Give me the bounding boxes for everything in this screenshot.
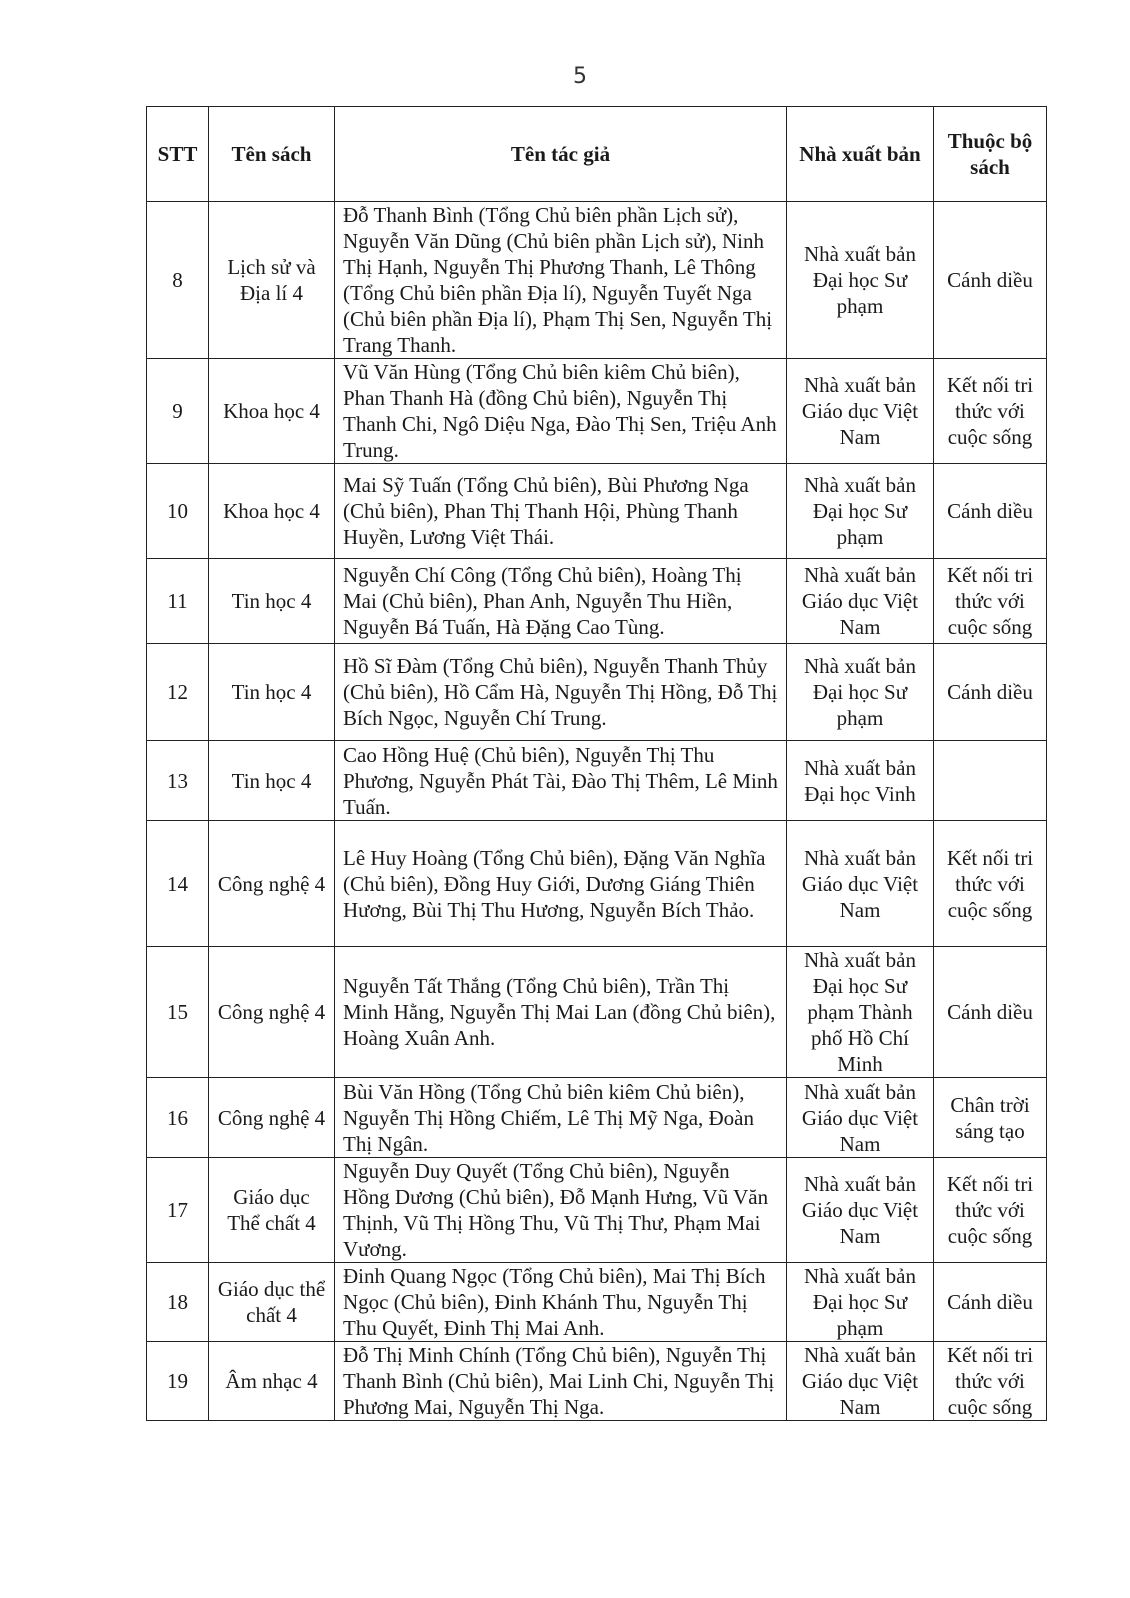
cell-authors: Bùi Văn Hồng (Tổng Chủ biên kiêm Chủ biên), Nguyễn Thị Hồng Chiếm, Lê Thị Mỹ Nga, Đoàn Thị Ngân.: [335, 1078, 787, 1158]
cell-publisher: Nhà xuất bản Giáo dục Việt Nam: [787, 821, 934, 947]
cell-title: Giáo dục Thể chất 4: [209, 1158, 335, 1263]
table-row: [147, 559, 1047, 644]
cell-title: Lịch sử và Địa lí 4: [209, 202, 335, 359]
cell-authors: Nguyễn Tất Thắng (Tổng Chủ biên), Trần Thị Minh Hằng, Nguyễn Thị Mai Lan (đồng Chủ biên), Hoàng Xuân Anh.: [335, 947, 787, 1078]
cell-publisher: Nhà xuất bản Đại học Sư phạm Thành phố Hồ Chí Minh: [787, 947, 934, 1078]
textbook-table: [146, 106, 1047, 1421]
table-row: [147, 947, 1047, 1078]
cell-publisher: Nhà xuất bản Đại học Sư phạm: [787, 202, 934, 359]
cell-authors: Cao Hồng Huệ (Chủ biên), Nguyễn Thị Thu Phương, Nguyễn Phát Tài, Đào Thị Thêm, Lê Minh Tuấn.: [335, 741, 787, 821]
cell-title: Giáo dục thể chất 4: [209, 1263, 335, 1342]
cell-publisher: Nhà xuất bản Giáo dục Việt Nam: [787, 559, 934, 644]
cell-publisher: Nhà xuất bản Đại học Sư phạm: [787, 464, 934, 559]
cell-stt: 19: [147, 1342, 209, 1421]
cell-stt: 14: [147, 821, 209, 947]
table-row: [147, 1342, 1047, 1421]
cell-publisher: Nhà xuất bản Đại học Sư phạm: [787, 1263, 934, 1342]
table-row: [147, 741, 1047, 821]
cell-stt: 8: [147, 202, 209, 359]
table-header-row: [147, 107, 1047, 202]
cell-series: Chân trời sáng tạo: [934, 1078, 1047, 1158]
header-stt: STT: [147, 107, 209, 202]
cell-stt: 15: [147, 947, 209, 1078]
page-number: 5: [573, 64, 587, 89]
cell-series: Kết nối tri thức với cuộc sống: [934, 1342, 1047, 1421]
cell-series: Cánh diều: [934, 644, 1047, 741]
cell-series: [934, 741, 1047, 821]
header-title: Tên sách: [209, 107, 335, 202]
cell-title: Công nghệ 4: [209, 947, 335, 1078]
cell-title: Tin học 4: [209, 644, 335, 741]
cell-title: Công nghệ 4: [209, 821, 335, 947]
cell-publisher: Nhà xuất bản Giáo dục Việt Nam: [787, 1342, 934, 1421]
cell-authors: Đỗ Thị Minh Chính (Tổng Chủ biên), Nguyễn Thị Thanh Bình (Chủ biên), Mai Linh Chi, Nguyễn Thị Phương Mai, Nguyễn Thị Nga.: [335, 1342, 787, 1421]
cell-authors: Mai Sỹ Tuấn (Tổng Chủ biên), Bùi Phương Nga (Chủ biên), Phan Thị Thanh Hội, Phùng Thanh Huyền, Lương Việt Thái.: [335, 464, 787, 559]
cell-stt: 11: [147, 559, 209, 644]
cell-authors: Nguyễn Chí Công (Tổng Chủ biên), Hoàng Thị Mai (Chủ biên), Phan Anh, Nguyễn Thu Hiền, Nguyễn Bá Tuấn, Hà Đặng Cao Tùng.: [335, 559, 787, 644]
cell-stt: 18: [147, 1263, 209, 1342]
cell-series: Cánh diều: [934, 1263, 1047, 1342]
cell-authors: Hồ Sĩ Đàm (Tổng Chủ biên), Nguyễn Thanh Thủy (Chủ biên), Hồ Cẩm Hà, Nguyễn Thị Hồng, Đỗ Thị Bích Ngọc, Nguyễn Chí Trung.: [335, 644, 787, 741]
cell-series: Cánh diều: [934, 202, 1047, 359]
cell-authors: Lê Huy Hoàng (Tổng Chủ biên), Đặng Văn Nghĩa (Chủ biên), Đồng Huy Giới, Dương Giáng Thiên Hương, Bùi Thị Thu Hương, Nguyễn Bích Thảo.: [335, 821, 787, 947]
cell-authors: Đỗ Thanh Bình (Tổng Chủ biên phần Lịch sử), Nguyễn Văn Dũng (Chủ biên phần Lịch sử), Ninh Thị Hạnh, Nguyễn Thị Phương Thanh, Lê Thông (Tổng Chủ biên phần Địa lí), Nguyễn Tuyết Nga (Chủ biên phần Địa lí), Phạm Thị Sen, Nguyễn Thị Trang Thanh.: [335, 202, 787, 359]
cell-series: Kết nối tri thức với cuộc sống: [934, 359, 1047, 464]
table-row: [147, 821, 1047, 947]
table-row: [147, 359, 1047, 464]
header-publisher: Nhà xuất bản: [787, 107, 934, 202]
cell-publisher: Nhà xuất bản Giáo dục Việt Nam: [787, 359, 934, 464]
cell-title: Công nghệ 4: [209, 1078, 335, 1158]
cell-title: Khoa học 4: [209, 359, 335, 464]
table-row: [147, 1158, 1047, 1263]
table-row: [147, 644, 1047, 741]
cell-stt: 12: [147, 644, 209, 741]
cell-series: Cánh diều: [934, 464, 1047, 559]
table-row: [147, 1078, 1047, 1158]
cell-authors: Nguyễn Duy Quyết (Tổng Chủ biên), Nguyễn Hồng Dương (Chủ biên), Đỗ Mạnh Hưng, Vũ Văn Thịnh, Vũ Thị Hồng Thu, Vũ Thị Thư, Phạm Mai Vương.: [335, 1158, 787, 1263]
table-row: [147, 1263, 1047, 1342]
cell-authors: Vũ Văn Hùng (Tổng Chủ biên kiêm Chủ biên), Phan Thanh Hà (đồng Chủ biên), Nguyễn Thị Thanh Chi, Ngô Diệu Nga, Đào Thị Sen, Triệu Anh Trung.: [335, 359, 787, 464]
cell-title: Tin học 4: [209, 741, 335, 821]
header-series: Thuộc bộ sách: [934, 107, 1047, 202]
cell-authors: Đinh Quang Ngọc (Tổng Chủ biên), Mai Thị Bích Ngọc (Chủ biên), Đinh Khánh Thu, Nguyễn Thị Thu Quyết, Đinh Thị Mai Anh.: [335, 1263, 787, 1342]
cell-series: Kết nối tri thức với cuộc sống: [934, 559, 1047, 644]
table-row: [147, 202, 1047, 359]
cell-series: Cánh diều: [934, 947, 1047, 1078]
cell-stt: 17: [147, 1158, 209, 1263]
header-authors: Tên tác giả: [335, 107, 787, 202]
cell-series: Kết nối tri thức với cuộc sống: [934, 1158, 1047, 1263]
cell-stt: 13: [147, 741, 209, 821]
cell-publisher: Nhà xuất bản Giáo dục Việt Nam: [787, 1158, 934, 1263]
cell-stt: 10: [147, 464, 209, 559]
cell-publisher: Nhà xuất bản Đại học Sư phạm: [787, 644, 934, 741]
cell-stt: 9: [147, 359, 209, 464]
cell-title: Âm nhạc 4: [209, 1342, 335, 1421]
cell-title: Khoa học 4: [209, 464, 335, 559]
cell-stt: 16: [147, 1078, 209, 1158]
cell-publisher: Nhà xuất bản Đại học Vinh: [787, 741, 934, 821]
table-row: [147, 464, 1047, 559]
cell-publisher: Nhà xuất bản Giáo dục Việt Nam: [787, 1078, 934, 1158]
cell-series: Kết nối tri thức với cuộc sống: [934, 821, 1047, 947]
cell-title: Tin học 4: [209, 559, 335, 644]
